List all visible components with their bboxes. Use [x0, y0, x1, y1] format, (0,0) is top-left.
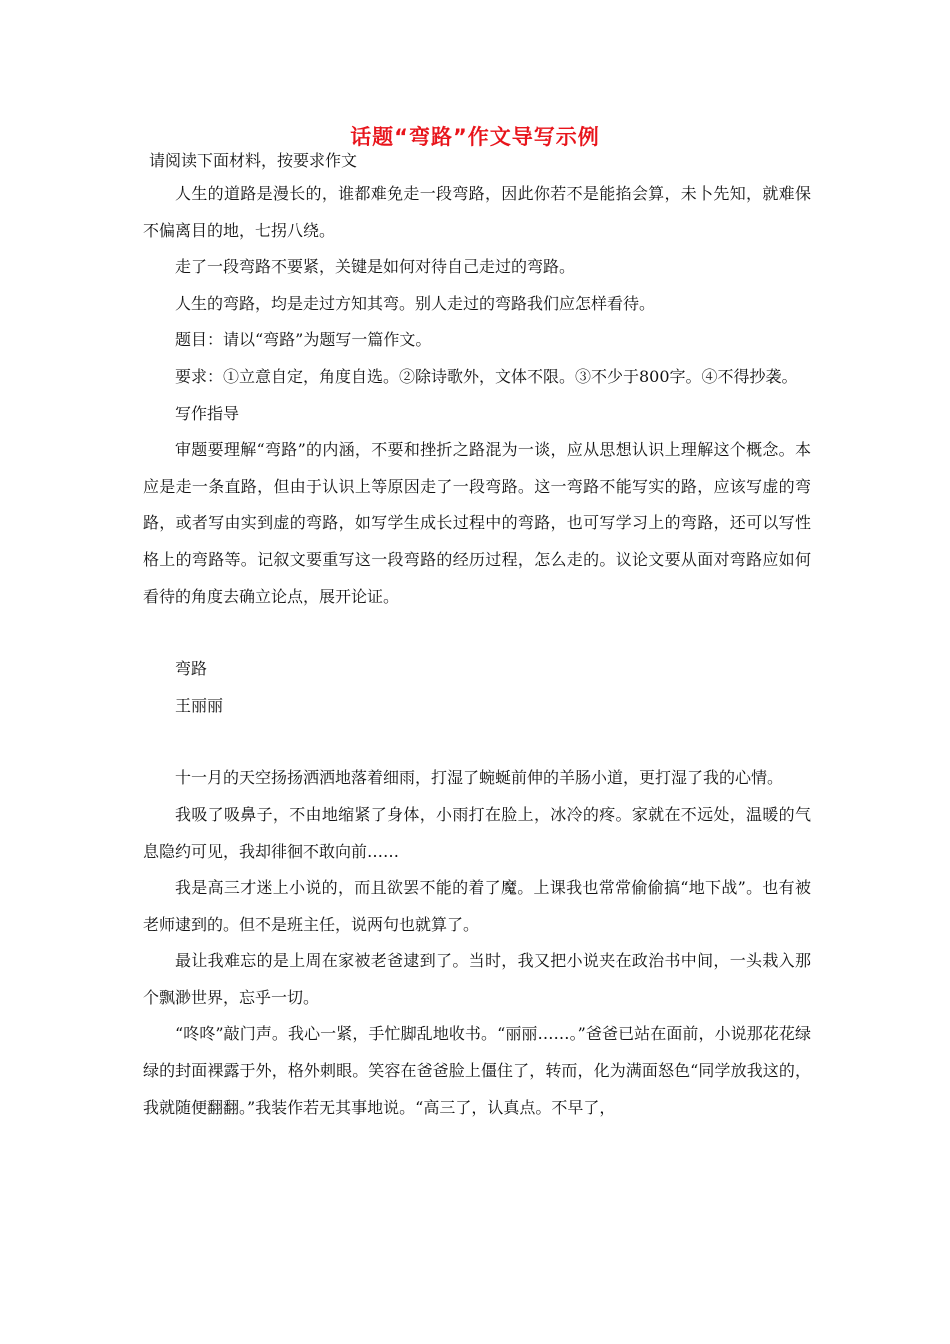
essay-paragraph: 十一月的天空扬扬洒洒地落着细雨，打湿了蜿蜒前伸的羊肠小道，更打湿了我的心情。 [175, 768, 784, 788]
guide-paragraph: 审题要理解“弯路”的内涵，不要和挫折之路混为一谈，应从思想认识上理解这个概念。本应是走一条直路，但由于认识上等原因走了一段弯路。这一弯路不能写实的路，应该写虚的弯路，或者写由实到虚的弯路，如写学生成长过程中的弯路，也可写学习上的弯路，还可以写性格上的弯路等。记叙文要重写这一段弯路的经历过程，怎么走的。议论文要从面对弯路应如何看待的角度去确立论点，展开论证。 [143, 440, 811, 606]
document-body [143, 146, 811, 1126]
requirements-line: 要求：①立意自定，角度自选。②除诗歌外，文体不限。③不少于800字。④不得抄袭。 [175, 366, 798, 386]
essay-paragraph: 我是高三才迷上小说的，而且欲罢不能的着了魔。上课我也常常偷偷搞“地下战”。也有被老师逮到的。但不是班主任，说两句也就算了。 [143, 878, 811, 934]
essay-title: 弯路 [175, 659, 208, 679]
essay-author: 王丽丽 [175, 695, 224, 715]
spacer [143, 724, 811, 760]
prompt-title-line: 题目：请以“弯路”为题写一篇作文。 [175, 330, 432, 350]
intro-line: 请阅读下面材料，按要求作文 [149, 151, 358, 170]
essay-paragraph: 我吸了吸鼻子，不由地缩紧了身体，小雨打在脸上，冰冷的疼。家就在不远处，温暖的气息隐约可见，我却徘徊不敢向前…… [143, 804, 811, 861]
spacer [143, 615, 811, 651]
document-title: 话题“弯路”作文导写示例 [350, 125, 600, 149]
essay-paragraph: “咚咚”敲门声。我心一紧，手忙脚乱地收书。“丽丽……。”爸爸已站在面前，小说那花花绿绿的封面裸露于外，格外刺眼。笑容在爸爸脸上僵住了，转而，化为满面怒色“同学放我这的，我就随便翻翻。”我装作若无其事地说。“高三了，认真点。不早了， [143, 1024, 811, 1117]
material-paragraph: 走了一段弯路不要紧，关键是如何对待自己走过的弯路。 [175, 257, 576, 277]
material-paragraph: 人生的道路是漫长的，谁都难免走一段弯路，因此你若不是能掐会算，未卜先知，就难保不偏离目的地，七拐八绕。 [143, 184, 811, 240]
essay-body [143, 760, 811, 1126]
material-paragraph: 人生的弯路，均是走过方知其弯。别人走过的弯路我们应怎样看待。 [175, 293, 656, 313]
material-section [143, 176, 811, 396]
guide-heading: 写作指导 [175, 403, 240, 423]
essay-paragraph: 最让我难忘的是上周在家被老爸逮到了。当时，我又把小说夹在政治书中间，一头栽入那个飘渺世界，忘乎一切。 [143, 951, 811, 1007]
